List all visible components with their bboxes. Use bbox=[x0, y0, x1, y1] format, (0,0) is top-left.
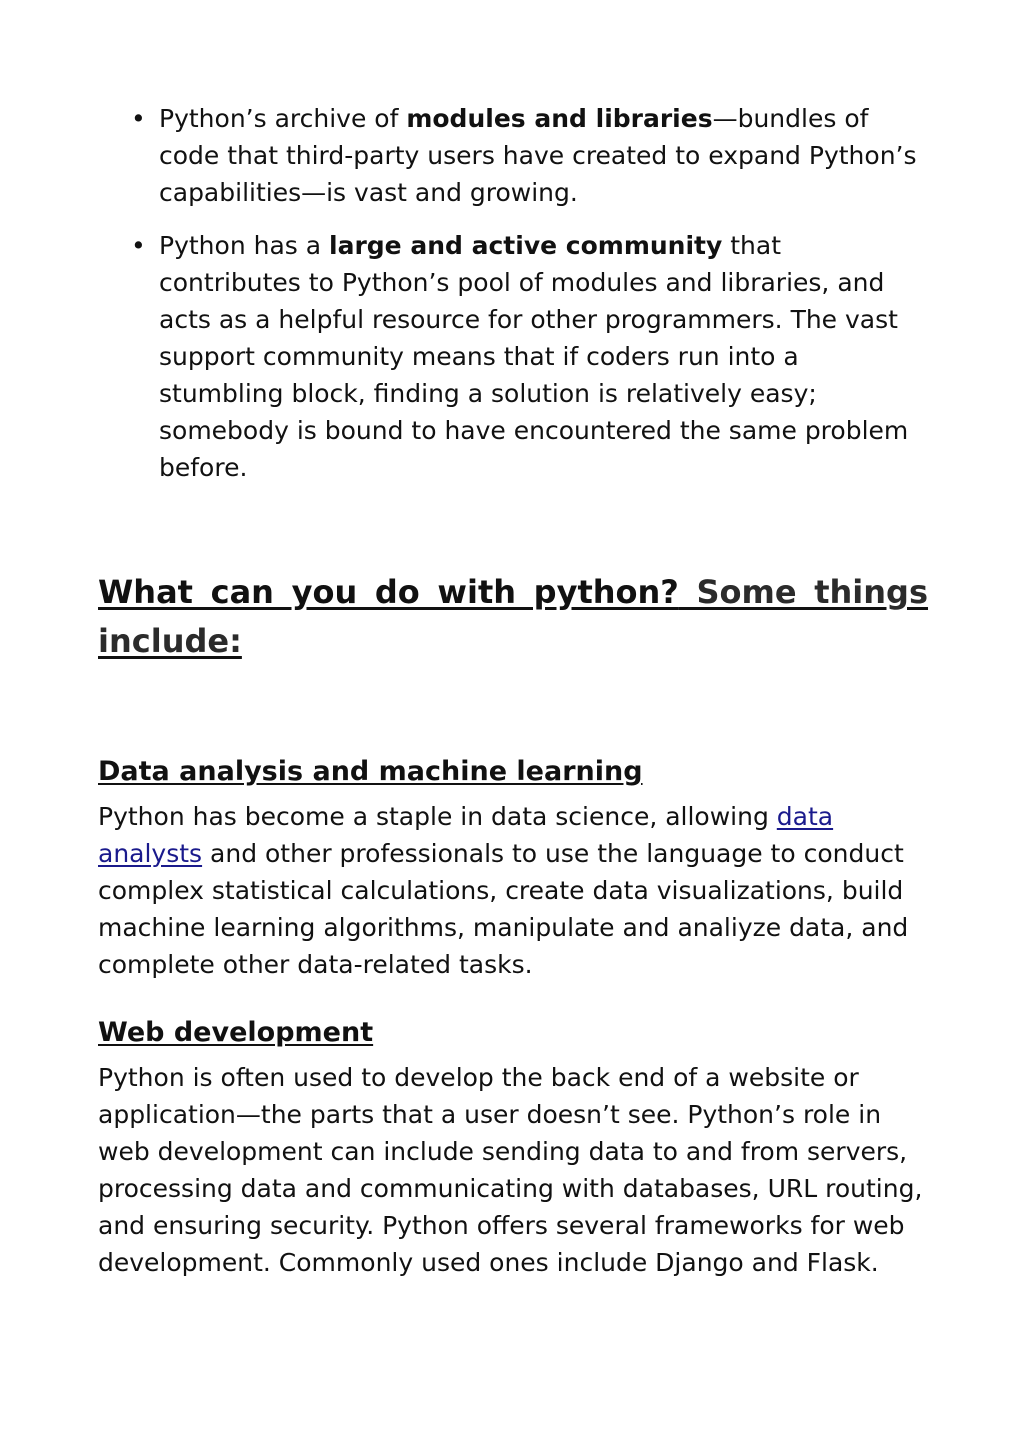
data-analysts-link[interactable]: data analysts bbox=[98, 802, 834, 868]
document-page bbox=[98, 100, 928, 1281]
bullet-list bbox=[98, 100, 928, 486]
bullet-item-community bbox=[131, 227, 928, 486]
bullet-text-end: that contributes to Python’s pool of modules and libraries, and acts as a helpful resource for other programmers. The vast support community means that if coders run into a stumbling block, finding a solution is relatively easy; somebody is bound to have encountered the same problem before. bbox=[159, 231, 909, 482]
main-heading bbox=[98, 568, 928, 666]
bullet-item-modules bbox=[131, 100, 928, 211]
bullet-text-end: —bundles of code that third-party users have created to expand Python’s capabilities—is vast and growing. bbox=[159, 104, 917, 207]
section-heading-data-analysis: Data analysis and machine learning bbox=[98, 756, 643, 787]
section-paragraph-web-development: Python is often used to develop the back end of a website or application—the parts that a user doesn’t see. Python’s role in web development can include sending data to and from servers, processing data and communicating with databases, URL routing, and ensuring security. Python offers several frameworks for web development. Commonly used ones include Django and Flask. bbox=[98, 1063, 923, 1277]
paragraph-text-end: and other professionals to use the language to conduct complex statistical calculations, create data visualizations, build machine learning algorithms, manipulate and analiyze data, and complete other data-related tasks. bbox=[98, 839, 909, 979]
main-heading-subtitle: Some things include: bbox=[98, 573, 929, 660]
section-paragraph-data-analysis bbox=[98, 798, 928, 983]
bullet-dot: • bbox=[131, 104, 146, 133]
bullet-bold-term: modules and libraries bbox=[406, 104, 713, 133]
paragraph-text-start: Python has become a staple in data science, allowing bbox=[98, 802, 777, 831]
bullet-dot: • bbox=[131, 231, 146, 260]
bullet-text-start: Python has a bbox=[159, 231, 330, 260]
bullet-bold-term: large and active community bbox=[329, 231, 723, 260]
bullet-text-start: Python’s archive of bbox=[159, 104, 407, 133]
section-heading-web-development: Web development bbox=[98, 1017, 374, 1048]
main-heading-question: What can you do with python? bbox=[98, 573, 679, 611]
